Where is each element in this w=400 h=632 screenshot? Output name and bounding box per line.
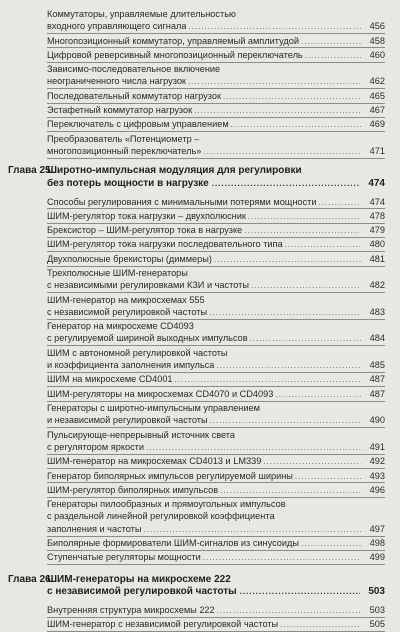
- toc-entry-line: [47, 347, 385, 359]
- dot-leader: [263, 456, 361, 468]
- toc-entry-text: ШИМ-генератор с независимой регулировкой частоты: [47, 619, 279, 630]
- toc-entry-line: [47, 224, 385, 236]
- toc-entry-text: Генератор биполярных импульсов регулируемой ширины: [47, 470, 293, 481]
- toc-entry-text: неограниченного числа нагрузок: [47, 76, 186, 87]
- toc-entry-line: [47, 210, 385, 222]
- dot-leader: [244, 225, 361, 237]
- toc-entry-line: [47, 402, 385, 414]
- toc-entry: [47, 320, 385, 345]
- toc-entry-line: [47, 320, 385, 332]
- toc-entry-text: с раздельной линейной регулировкой коэффициента: [47, 511, 275, 522]
- toc-entry: [47, 133, 385, 158]
- toc-entry: [47, 551, 385, 563]
- toc-entry: [47, 470, 385, 482]
- dot-leader: [248, 211, 361, 223]
- toc-entry-line: [47, 429, 385, 441]
- toc-entry-text: ШИМ с автономной регулировкой частоты: [47, 347, 228, 358]
- toc-entry-line: [47, 35, 385, 47]
- dot-leader: [188, 76, 361, 88]
- toc-entry-text: ШИМ на микросхеме CD4001: [47, 374, 173, 385]
- dot-leader: [251, 280, 361, 292]
- toc-entry-text: Брексистор – ШИМ-регулятор тока в нагрузке: [47, 225, 243, 236]
- toc-entry-text: Трехполюсные ШИМ-генераторы: [47, 268, 188, 278]
- toc-entry-text: Пульсирующе-непрерывный источник света: [47, 429, 236, 440]
- divider: [47, 564, 385, 565]
- toc-entry-text: Переключатель с цифровым управлением: [47, 119, 229, 130]
- toc-page-number: 490: [369, 415, 385, 426]
- toc-entry: [47, 388, 385, 400]
- chapter-title: ШИМ-генераторы на микросхеме 222: [47, 573, 231, 585]
- chapter-title: без потерь мощности в нагрузке: [47, 177, 209, 189]
- toc-entry-line: [47, 388, 385, 400]
- chapter-title-line: [8, 586, 385, 599]
- toc-page-number: 467: [369, 105, 385, 116]
- toc-entry-line: [47, 455, 385, 467]
- toc-entry-text: с регулируемой шириной выходных импульсов: [47, 333, 248, 344]
- toc-entry-line: [47, 253, 385, 265]
- toc-entry: [47, 267, 385, 292]
- toc-page-number: 491: [369, 441, 385, 452]
- toc-page-number: 484: [369, 333, 385, 344]
- toc-entry-line: [47, 373, 385, 385]
- dot-leader: [146, 442, 361, 454]
- toc-entry-line: [47, 145, 385, 157]
- toc-entry: [47, 402, 385, 427]
- toc-entry-line: [47, 498, 385, 510]
- toc-page-number: 465: [369, 90, 385, 101]
- toc-entry: [47, 238, 385, 250]
- toc-entry-line: [47, 306, 385, 318]
- dot-leader: [250, 333, 361, 345]
- toc-entry: [47, 8, 385, 33]
- toc-entry-line: [47, 359, 385, 371]
- toc-entry: [47, 347, 385, 372]
- toc-entry: [47, 498, 385, 535]
- toc-page-number: 498: [369, 538, 385, 548]
- toc-page-number: 478: [369, 210, 385, 221]
- toc-page-number: 462: [369, 76, 385, 87]
- dot-leader: [194, 105, 361, 117]
- dot-leader: [280, 619, 361, 631]
- toc-page-number: 485: [369, 360, 385, 371]
- toc-entry: [47, 224, 385, 236]
- toc-page-number: 479: [369, 225, 385, 236]
- toc-entry-text: Многопозиционный коммутатор, управляемый амплитудой: [47, 35, 299, 46]
- toc-entry-line: [47, 510, 385, 522]
- dot-leader: [210, 415, 361, 427]
- toc-entry-text: Преобразователь «Потенциометр –: [47, 133, 200, 144]
- toc-page-number: 496: [369, 484, 385, 495]
- toc-page-number: 469: [369, 119, 385, 130]
- toc-entry: [47, 537, 385, 549]
- toc-entry-line: [47, 8, 385, 20]
- toc-page-number: 503: [369, 604, 385, 615]
- toc-entry: [47, 618, 385, 630]
- dot-leader: [212, 178, 360, 191]
- dot-leader: [143, 524, 361, 536]
- toc-entry-line: [47, 267, 385, 279]
- dot-leader: [318, 197, 361, 209]
- toc-entry-line: [47, 551, 385, 563]
- dot-leader: [209, 307, 361, 319]
- toc-entry-line: [47, 20, 385, 32]
- toc-entry-text: Ступенчатые регуляторы мощности: [47, 552, 201, 563]
- toc-entry-line: [47, 63, 385, 75]
- toc-entry-line: [47, 523, 385, 535]
- toc-entry: [47, 196, 385, 208]
- toc-entry: [47, 90, 385, 102]
- chapter-heading: [8, 165, 385, 190]
- toc-entry-line: [47, 196, 385, 208]
- chapter-title: Широтно-импульсная модуляция для регулировки: [47, 165, 302, 177]
- toc-entry: [47, 373, 385, 385]
- chapter-title-line: [8, 574, 385, 587]
- toc-entry-text: ШИМ-регулятор тока нагрузки – двухполюсник: [47, 210, 246, 221]
- toc-entry-line: [47, 294, 385, 306]
- toc-entry: [47, 294, 385, 319]
- toc-entry-text: входного управляющего сигнала: [47, 21, 187, 32]
- toc-page-number: 487: [369, 374, 385, 385]
- dot-leader: [217, 605, 361, 617]
- toc-entry-text: Генераторы с широтно-импульсным управлением: [47, 403, 260, 413]
- toc-page-number: 499: [369, 552, 385, 563]
- toc-entry-line: [47, 484, 385, 496]
- toc-entry-text: с регулятором яркости: [47, 441, 144, 452]
- chapter-title-line: [8, 178, 385, 191]
- dot-leader: [216, 360, 361, 372]
- chapter-page-number: 503: [368, 586, 385, 598]
- toc-entry-line: [47, 118, 385, 130]
- toc-entry-line: [47, 133, 385, 145]
- toc-page-number: 497: [369, 523, 385, 534]
- dot-leader: [175, 374, 361, 386]
- toc-page-number: 456: [369, 21, 385, 32]
- toc-entry: [47, 118, 385, 130]
- toc-page-number: 480: [369, 239, 385, 250]
- toc-page-number: 493: [369, 470, 385, 481]
- toc-page-number: 483: [369, 306, 385, 317]
- toc-entry-text: с независимыми регулировками КЗИ и частоты: [47, 280, 249, 291]
- dot-leader: [188, 21, 361, 33]
- dot-leader: [223, 91, 361, 103]
- dot-leader: [301, 538, 361, 550]
- toc-entry-text: ШИМ-генератор на микросхемах 555: [47, 294, 205, 305]
- toc-entry-text: ШИМ-регулятор тока нагрузки последовательного типа: [47, 239, 283, 250]
- toc-entry-text: ШИМ-генератор на микросхемах CD4013 и LM339: [47, 456, 262, 467]
- toc-entry-text: и независимой регулировкой частоты: [47, 415, 208, 426]
- toc-entry-text: Зависимо-последовательное включение: [47, 64, 221, 75]
- toc-page-number: 487: [369, 388, 385, 399]
- dot-leader: [220, 485, 361, 497]
- toc-entry-text: Последовательный коммутатор нагрузок: [47, 90, 221, 101]
- toc-entry-text: Генератор на микросхеме CD4093: [47, 321, 194, 332]
- toc-entry: [47, 210, 385, 222]
- toc-entry: [47, 63, 385, 88]
- toc-entry: [47, 35, 385, 47]
- toc-page-number: 481: [369, 253, 385, 264]
- toc-entry-line: [47, 470, 385, 482]
- toc-entry-line: [47, 332, 385, 344]
- toc-page-number: 460: [369, 49, 385, 60]
- toc-entry-text: Двухполюсные брекисторы (диммеры): [47, 253, 212, 264]
- chapter-title-line: [8, 165, 385, 178]
- toc-page-number: 458: [369, 35, 385, 46]
- toc-entry-line: [47, 238, 385, 250]
- toc-page-number: 471: [369, 145, 385, 156]
- dot-leader: [203, 552, 361, 564]
- chapter-label: Глава 25.: [8, 165, 54, 177]
- divider: [47, 158, 385, 159]
- toc-entry-line: [47, 75, 385, 87]
- toc-entry: [47, 604, 385, 616]
- toc-entry-text: Коммутаторы, управляемые длительностью: [47, 9, 236, 19]
- chapter-page-number: 474: [368, 177, 385, 189]
- dot-leader: [231, 119, 361, 131]
- dot-leader: [214, 254, 361, 266]
- chapter-title: с независимой регулировкой частоты: [47, 586, 237, 598]
- toc-entry: [47, 104, 385, 116]
- toc-page-number: 482: [369, 280, 385, 291]
- toc-entry: [47, 49, 385, 61]
- toc-entry-line: [47, 441, 385, 453]
- toc-entry-line: [47, 414, 385, 426]
- toc-entry-line: [47, 618, 385, 630]
- toc-entry-line: [47, 90, 385, 102]
- toc-entry: [47, 484, 385, 496]
- chapter-label: Глава 26.: [8, 573, 54, 585]
- toc-entry-text: с независимой регулировкой частоты: [47, 306, 208, 317]
- toc-entry-text: и коэффициента заполнения импульса: [47, 360, 215, 371]
- toc-entry-line: [47, 537, 385, 549]
- toc-entry-text: Эстафетный коммутатор нагрузок: [47, 105, 193, 116]
- toc-page-number: 474: [369, 196, 385, 207]
- toc-entry-text: многопозиционный переключатель»: [47, 145, 202, 156]
- dot-leader: [275, 389, 361, 401]
- toc-entry-text: Биполярные формирователи ШИМ-сигналов из синусоиды: [47, 538, 300, 548]
- toc-page-number: 492: [369, 456, 385, 467]
- dot-leader: [295, 471, 361, 483]
- toc-entry: [47, 253, 385, 265]
- dot-leader: [285, 239, 361, 251]
- chapter-heading: [8, 574, 385, 599]
- toc-entry-line: [47, 604, 385, 616]
- toc-entry-text: ШИМ-регулятор биполярных импульсов: [47, 484, 219, 495]
- toc-entry-text: Способы регулирования с минимальными потерями мощности: [47, 196, 317, 207]
- toc-entry-line: [47, 49, 385, 61]
- dot-leader: [301, 36, 361, 48]
- toc-entry: [47, 429, 385, 454]
- toc-entry-line: [47, 104, 385, 116]
- toc-entry-text: Генераторы пилообразных и прямоугольных импульсов: [47, 499, 286, 510]
- toc-page-number: 505: [369, 619, 385, 630]
- dot-leader: [305, 50, 361, 62]
- toc-entry: [47, 455, 385, 467]
- toc-entry-text: Внутренняя структура микросхемы 222: [47, 604, 215, 615]
- toc-entry-text: Цифровой реверсивный многопозиционный переключатель: [47, 49, 303, 60]
- toc-entry-text: ШИМ-регуляторы на микросхемах CD4070 и CD4093: [47, 388, 274, 399]
- dot-leader: [203, 146, 361, 158]
- toc-entry-line: [47, 279, 385, 291]
- toc-entry-text: заполнения и частоты: [47, 523, 142, 534]
- dot-leader: [240, 586, 360, 599]
